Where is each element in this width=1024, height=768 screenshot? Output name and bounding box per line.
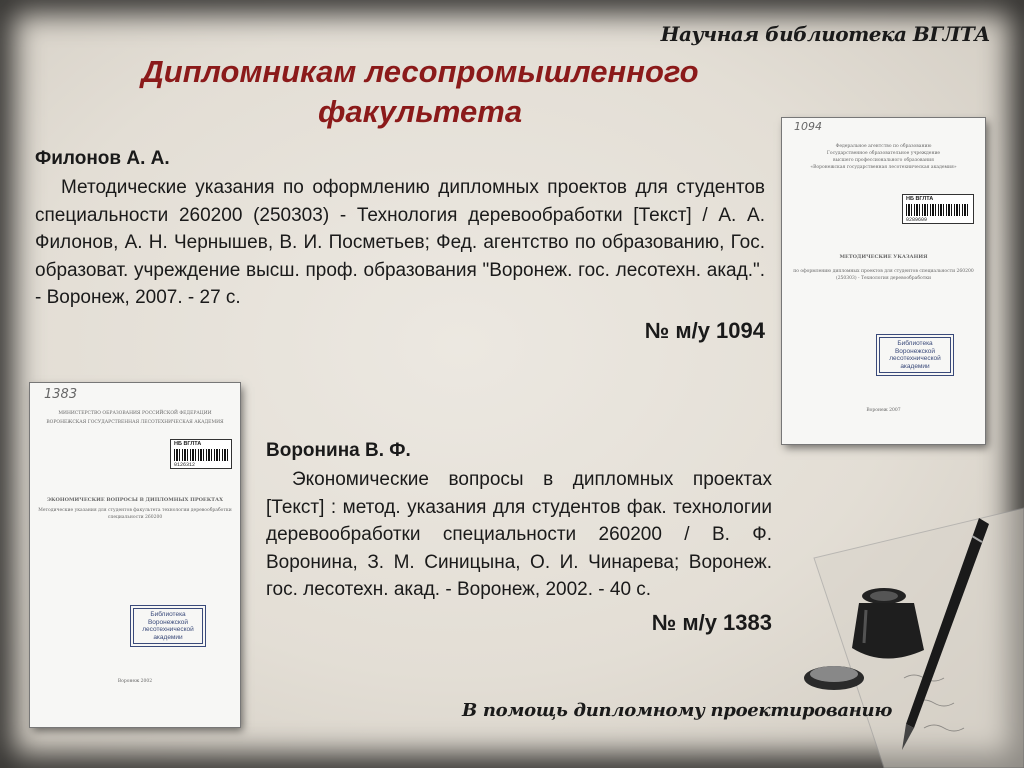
catalog-entry	[35, 148, 765, 344]
cover-header-line: ВОРОНЕЖСКАЯ ГОСУДАРСТВЕННАЯ ЛЕСОТЕХНИЧЕСКАЯ АКАДЕМИЯ	[46, 420, 224, 425]
inkwell-pen-illustration	[774, 478, 1024, 768]
book-cover-image	[30, 383, 240, 727]
barcode-title: НБ ВГЛТА	[174, 441, 202, 447]
ink-lid-icon	[804, 666, 864, 690]
entry-shelf-mark: № м/у 1094	[644, 317, 765, 343]
entry-description: Методические указания по оформлению дипломных проектов для студентов специальности 260200 (250303) - Технология деревообработки [Текст] / А. А. Филонов, А. Н. Чернышев, В. И. Посметьев; Фед. агентство по образованию, Гос. образоват. учреждение высш. проф. образования "Воронеж. гос. лесотехн. акад.". - Воронеж, 2007. - 27 с.	[35, 177, 765, 308]
cover-header-line: высшего профессионального образования	[833, 158, 934, 163]
entry-author: Филонов А. А.	[35, 148, 170, 169]
library-stamp	[130, 605, 206, 647]
cover-city-year: Воронеж 2002	[117, 679, 153, 684]
library-stamp	[876, 334, 954, 376]
cover-doc-subtitle: по оформлению дипломных проектов для студентов специальности 260200 (250303) - Технология деревообработки	[793, 269, 974, 281]
cover-handwritten-number: 1094	[794, 120, 822, 133]
barcode-number: 0289609	[906, 217, 928, 223]
cover-doc-title: МЕТОДИЧЕСКИЕ УКАЗАНИЯ	[839, 254, 928, 260]
footer-caption: В помощь дипломному проектированию	[462, 700, 893, 721]
barcode-number: 0126312	[174, 462, 196, 468]
library-name: Научная библиотека ВГЛТА	[660, 22, 990, 46]
entry-description: Экономические вопросы в дипломных проектах [Текст] : метод. указания для студентов фак. технологии деревообработки специальности 260200 / В. Ф. Воронина, З. М. Синицына, О. И. Чинарева; Воронеж. гос. лесотехн. акад. - Воронеж, 2002. - 40 с.	[266, 469, 772, 600]
barcode-label	[902, 194, 974, 224]
entry-shelf-mark: № м/у 1383	[651, 609, 772, 635]
catalog-entry	[266, 440, 772, 636]
cover-doc-subtitle: Методические указания для студентов факультета технологии деревообработки специальности 260200	[38, 508, 232, 520]
library-stamp-text: Библиотека Воронежской лесотехнической академии	[133, 608, 203, 644]
barcode-label	[170, 439, 232, 469]
cover-handwritten-number: 1383	[44, 387, 78, 402]
entry-author: Воронина В. Ф.	[266, 440, 411, 461]
barcode-bars	[174, 449, 228, 461]
book-cover-image	[782, 118, 985, 444]
cover-header-line: Государственное образовательное учреждение	[826, 151, 941, 156]
cover-header-line: «Воронежская государственная лесотехническая академия»	[810, 165, 957, 170]
page-title: Дипломникам лесопромышленного факультета	[141, 54, 699, 129]
barcode-bars	[906, 204, 970, 216]
cover-header-line: Федеральное агентство по образованию	[835, 144, 932, 149]
barcode-title: НБ ВГЛТА	[906, 196, 934, 202]
cover-doc-title: ЭКОНОМИЧЕСКИЕ ВОПРОСЫ В ДИПЛОМНЫХ ПРОЕКТАХ	[47, 497, 223, 503]
library-stamp-text: Библиотека Воронежской лесотехнической академии	[879, 337, 951, 373]
cover-city-year: Воронеж 2007	[866, 408, 901, 413]
cover-header-line: МИНИСТЕРСТВО ОБРАЗОВАНИЯ РОССИЙСКОЙ ФЕДЕРАЦИИ	[58, 411, 212, 416]
